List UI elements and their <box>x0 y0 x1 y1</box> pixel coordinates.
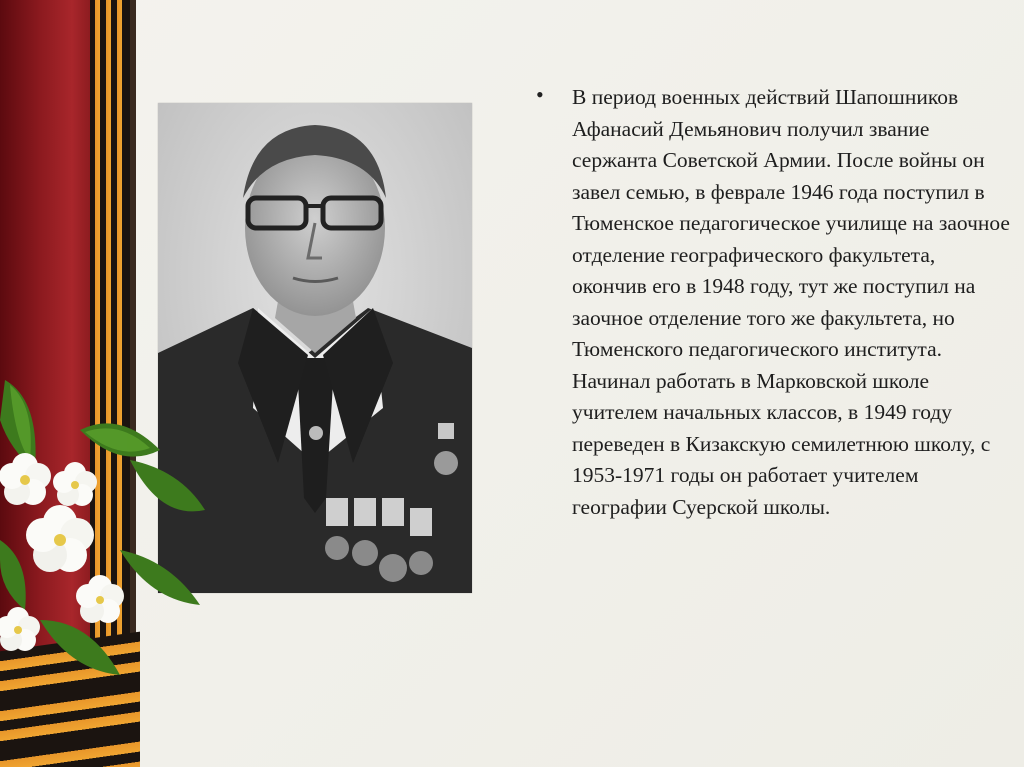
apple-blossom-decoration <box>0 360 210 700</box>
biography-paragraph: В период военных действий Шапошников Афанасий Демьянович получил звание сержанта Советской Армии. После войны он завел семью, в феврале 1946 года поступил в Тюменское педагогическое училище на заочное отделение географического факультета, окончив его в 1948 году, тут же поступил на заочное отделение того же факультета, но Тюменского педагогического института. Начинал работать в Марковской школе учителем начальных классов, в 1949 году переведен в Кизакскую семилетнюю школу, с 1953-1971 годы он работает учителем географии Суерской школы. <box>572 85 1010 519</box>
bullet-marker: • <box>536 82 544 107</box>
